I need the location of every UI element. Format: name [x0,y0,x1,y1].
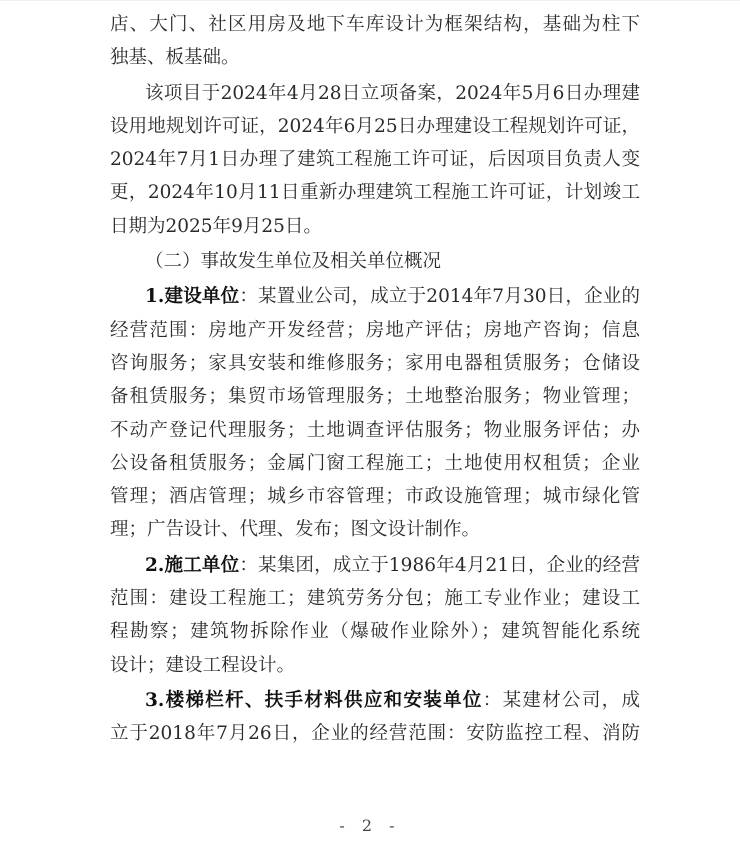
line-text: ：某建材公司，成 [482,689,640,711]
text-line [110,447,640,480]
line-text: 设用地规划许可证，2024年6月25日办理建设工程规划许可证， [110,115,640,137]
line-text: ：某置业公司，成立于2014年7月30日，企业的 [239,286,640,308]
page-top-edge [0,0,740,1]
text-line [110,549,640,582]
page-number: - 2 - [339,816,401,835]
bold-heading: 1.建设单位 [145,286,240,308]
text-line [110,280,640,313]
text-line [110,8,640,41]
bold-heading: 3.楼梯栏杆、扶手材料供应和安装单位 [145,689,483,711]
line-text: ：某集团，成立于1986年4月21日，企业的经营 [239,554,640,576]
text-line [110,314,640,347]
line-text: 经营范围：房地产开发经营；房地产评估；房地产咨询；信息 [110,319,640,341]
line-text: 理；广告设计、代理、发布；图文设计制作。 [110,519,481,541]
text-line [110,414,640,447]
bold-heading: 2.施工单位 [145,554,240,576]
line-text: 公设备租赁服务；金属门窗工程施工；土地使用权租赁；企业 [110,452,640,474]
text-line [110,513,640,546]
text-line [110,380,640,413]
line-text: 咨询服务；家具安装和维修服务；家用电器租赁服务；仓储设 [110,352,640,374]
line-text: 范围：建设工程施工；建筑劳务分包；施工专业作业；建设工 [110,588,640,610]
line-text: 立于2018年7月26日，企业的经营范围：安防监控工程、消防 [110,723,640,745]
line-text: 备租赁服务；集贸市场管理服务；土地整治服务；物业管理； [110,386,640,408]
text-line [110,41,640,74]
line-text: （二）事故发生单位及相关单位概况 [145,251,442,273]
text-line [110,615,640,648]
line-text: 不动产登记代理服务；土地调查评估服务；物业服务评估；办 [110,419,640,441]
line-text: 设计；建设工程设计。 [110,654,296,676]
line-text: 独基、板基础。 [110,47,240,69]
line-text: 2024年7月1日办理了建筑工程施工许可证，后因项目负责人变 [110,149,640,171]
line-text: 管理；酒店管理；城乡市容管理；市政设施管理；城市绿化管 [110,486,640,508]
text-line [110,77,640,110]
line-text: 店、大门、社区用房及地下车库设计为框架结构，基础为柱下 [110,14,640,35]
text-line [110,684,640,717]
text-line [110,245,640,278]
text-line [110,649,640,682]
text-line [110,717,640,750]
document-body [110,8,640,751]
text-line [110,210,640,243]
line-text: 程勘察；建筑物拆除作业（爆破作业除外）；建筑智能化系统 [110,621,640,643]
line-text: 更，2024年10月11日重新办理建筑工程施工许可证，计划竣工 [110,182,640,204]
text-line [110,110,640,143]
text-line [110,176,640,209]
text-line [110,347,640,380]
text-line [110,582,640,615]
text-line [110,480,640,513]
line-text: 该项目于2024年4月28日立项备案，2024年5月6日办理建 [145,82,640,104]
line-text: 日期为2025年9月25日。 [110,215,322,237]
text-line [110,143,640,176]
